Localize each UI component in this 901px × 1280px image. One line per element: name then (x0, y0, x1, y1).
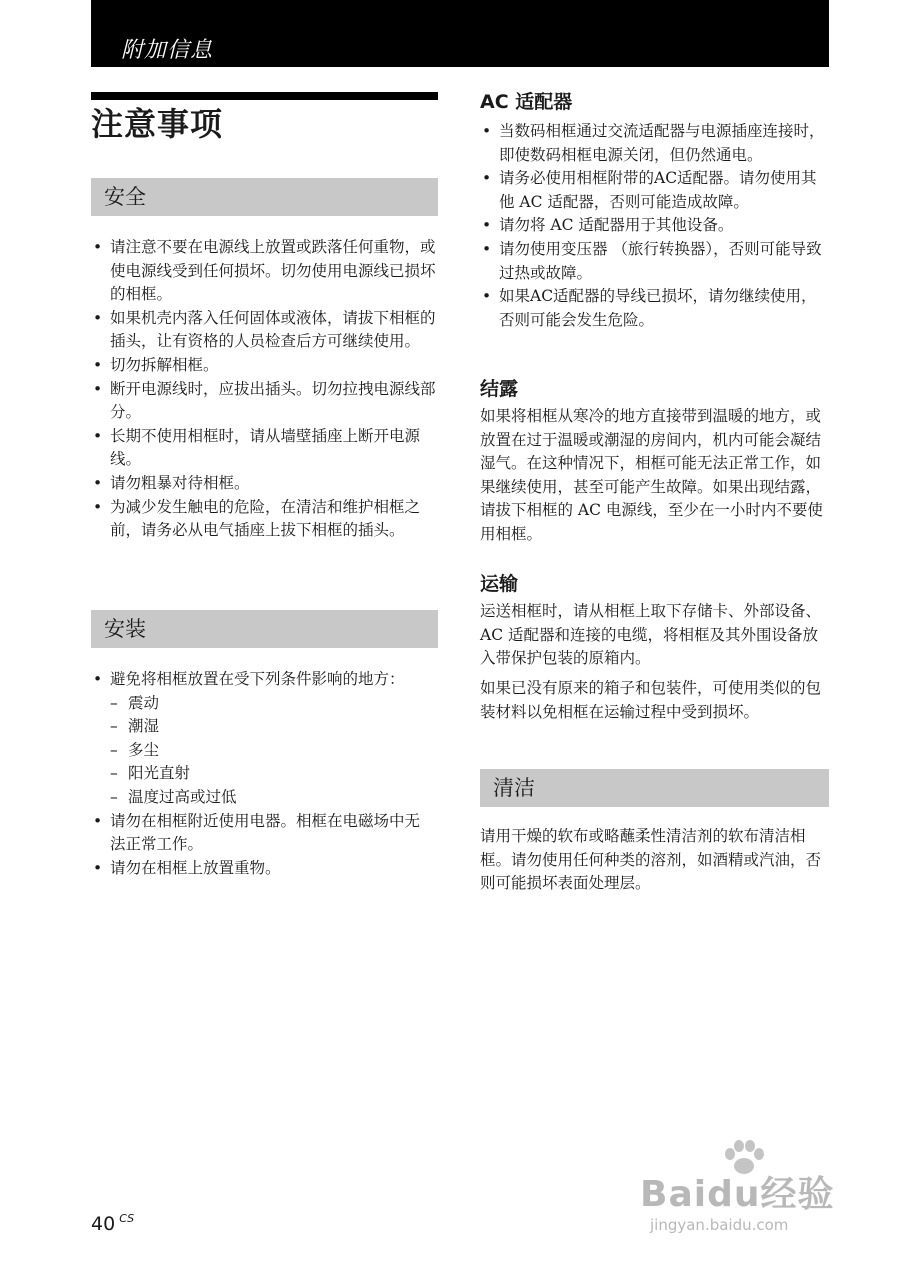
safety-list (91, 236, 438, 543)
section-heading-cleaning (480, 769, 829, 807)
title-rule (91, 92, 438, 100)
transport-text-2: 如果已没有原来的箱子和包装件，可使用类似的包装材料以免相框在运输过程中受到损坏。 (480, 679, 822, 721)
install-list (91, 668, 421, 880)
list-item: • 断开电源线时，应拔出插头。切勿拉拽电源线部分。 (91, 378, 438, 425)
list-item: • 请勿在相框附近使用电器。相框在电磁场中无法正常工作。 (91, 810, 421, 857)
section-heading-install (91, 610, 438, 648)
cleaning-text: 请用干燥的软布或略蘸柔性清洁剂的软布清洁相框。请勿使用任何种类的溶剂，如酒精或汽油，否则可能损坏表面处理层。 (480, 827, 822, 893)
condition-item: – 温度过高或过低 (110, 787, 237, 806)
condensation-heading: 结露 (480, 378, 519, 400)
list-item: • 请勿粗暴对待相框。 (91, 472, 438, 496)
section-heading-safety-label: 安全 (104, 185, 146, 209)
condition-item: – 阳光直射 (110, 764, 191, 783)
section-heading-cleaning-label: 清洁 (493, 776, 535, 800)
list-item: • 当数码相框通过交流适配器与电源插座连接时，即使数码相框电源关闭，但仍然通电。 (480, 120, 830, 167)
transport-text: 运送相框时，请从相框上取下存储卡、外部设备、AC 适配器和连接的电缆，将相框及其外围设备放入带保护包装的原箱内。 (480, 602, 822, 668)
list-item: • 如果机壳内落入任何固体或液体，请拔下相框的插头，让有资格的人员检查后方可继续使用。 (91, 307, 438, 354)
header-bar (91, 0, 829, 67)
list-item: • 切勿拆解相框。 (91, 354, 438, 378)
list-item: • 请勿将 AC 适配器用于其他设备。 (480, 214, 830, 238)
ac-adapter-heading: AC 适配器 (480, 91, 573, 113)
section-heading-install-label: 安装 (104, 617, 146, 641)
list-item: • 请勿在相框上放置重物。 (91, 857, 421, 881)
ac-adapter-list (480, 120, 830, 332)
list-item: • 请务必使用相框附带的AC适配器。请勿使用其他 AC 适配器，否则可能造成故障。 (480, 167, 830, 214)
condition-item: – 震动 (110, 693, 160, 712)
language-code: CS (119, 1212, 135, 1225)
list-item: • 长期不使用相框时，请从墙壁插座上断开电源线。 (91, 425, 438, 472)
condition-item: – 潮湿 (110, 717, 160, 736)
list-item: • 为减少发生触电的危险，在清洁和维护相框之前，请务必从电气插座上拔下相框的插头。 (91, 496, 438, 543)
list-item: • 请注意不要在电源线上放置或跌落任何重物，或使电源线受到任何损坏。切勿使用电源线已损坏的相框。 (91, 236, 438, 307)
conditions-list (110, 692, 421, 810)
condensation-text: 如果将相框从寒冷的地方直接带到温暖的地方，或放置在过于温暖或潮湿的房间内，机内可能会凝结湿气。在这种情况下，相框可能无法正常工作，如果继续使用，甚至可能产生故障。如果出现结露，请拔下相框的 AC 电源线，至少在一小时内不要使用相框。 (480, 407, 823, 543)
page-title: 注意事项 (91, 105, 224, 143)
header-title: 附加信息 (121, 38, 214, 63)
list-item: • 请勿使用变压器 （旅行转换器），否则可能导致过热或故障。 (480, 238, 830, 285)
watermark-url: jingyan.baidu.com (650, 1216, 789, 1234)
section-heading-safety (91, 178, 438, 216)
watermark-logo: Baidu经验 (640, 1174, 835, 1215)
list-item: • 如果AC适配器的导线已损坏，请勿继续使用，否则可能会发生危险。 (480, 285, 830, 332)
condition-item: – 多尘 (110, 740, 160, 759)
list-item (91, 668, 421, 810)
transport-heading: 运输 (480, 573, 519, 595)
page-number: 40 $^{CS}$ (91, 1212, 135, 1235)
baidu-watermark (640, 1140, 860, 1240)
install-item-text: 避免将相框放置在受下列条件影响的地方： (110, 670, 405, 688)
